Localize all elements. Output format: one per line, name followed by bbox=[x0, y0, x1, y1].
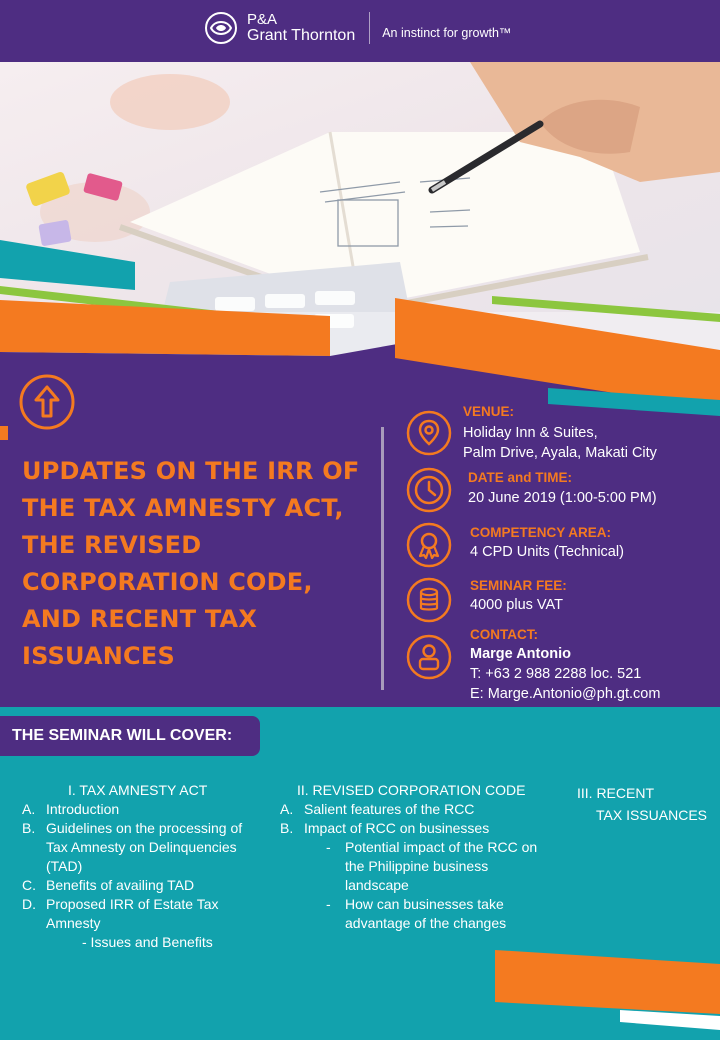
upload-arrow-icon bbox=[18, 373, 76, 431]
competency-value: 4 CPD Units (Technical) bbox=[470, 544, 624, 560]
bottom-decorative-stripes bbox=[490, 950, 720, 1040]
column-tax-amnesty bbox=[22, 781, 272, 952]
contact-phone[interactable]: T: +63 2 988 2288 loc. 521 bbox=[470, 666, 642, 682]
fee-label: SEMINAR FEE: bbox=[470, 578, 567, 593]
list-item: A. Introduction bbox=[22, 801, 120, 817]
vertical-divider bbox=[381, 427, 384, 690]
contact-email[interactable]: E: Marge.Antonio@ph.gt.com bbox=[470, 686, 661, 702]
col3-heading-line-2: TAX ISSUANCES bbox=[596, 807, 707, 823]
contact-person-icon bbox=[406, 634, 452, 680]
venue-label: VENUE: bbox=[463, 404, 515, 419]
fee-value: 4000 plus VAT bbox=[470, 597, 563, 613]
contact-name: Marge Antonio bbox=[470, 646, 571, 662]
venue-line-2: Palm Drive, Ayala, Makati City bbox=[463, 445, 657, 461]
brand-line-2: Grant Thornton bbox=[247, 27, 356, 44]
contact-label: CONTACT: bbox=[470, 627, 538, 642]
col1-heading: I. TAX AMNESTY ACT bbox=[68, 782, 208, 798]
list-item: D. Proposed IRR of Estate Tax Amnesty bbox=[22, 896, 219, 931]
sub-list-item: - Potential impact of the RCC on the Philippine business landscape bbox=[326, 839, 538, 893]
tagline: An instinct for growth™ bbox=[382, 26, 512, 40]
list-item: A. Salient features of the RCC bbox=[280, 801, 475, 817]
date-value: 20 June 2019 (1:00-5:00 PM) bbox=[468, 490, 657, 506]
list-item: C. Benefits of availing TAD bbox=[22, 877, 195, 893]
coverage-heading: THE SEMINAR WILL COVER: bbox=[0, 716, 260, 756]
sub-list-item: - How can businesses take advantage of the changes bbox=[326, 896, 507, 931]
brand-logo[interactable] bbox=[203, 10, 511, 46]
date-label: DATE and TIME: bbox=[468, 470, 572, 485]
brand-line-1: P&A bbox=[247, 11, 278, 28]
logo-divider bbox=[369, 12, 370, 44]
coin-stack-icon bbox=[406, 577, 452, 623]
sub-list-item: - Issues and Benefits bbox=[82, 934, 213, 950]
award-ribbon-icon bbox=[406, 522, 452, 568]
list-item: B. Guidelines on the processing of Tax Amnesty on Delinquencies (TAD) bbox=[22, 820, 243, 874]
column-recent-tax-issuances bbox=[577, 784, 717, 825]
competency-label: COMPETENCY AREA: bbox=[470, 525, 612, 540]
location-pin-icon bbox=[406, 410, 452, 456]
seminar-title: UPDATES ON THE IRR OF THE TAX AMNESTY ACT, THE REVISED CORPORATION CODE, AND RECENT TAX ISSUANCES bbox=[22, 457, 360, 670]
clock-icon bbox=[406, 467, 452, 513]
grant-thornton-logo-icon bbox=[203, 10, 239, 46]
list-item: B. Impact of RCC on businesses bbox=[280, 820, 490, 836]
col2-heading: II. REVISED CORPORATION CODE bbox=[297, 782, 526, 798]
venue-line-1: Holiday Inn & Suites, bbox=[463, 425, 598, 441]
col3-heading-line-1: III. RECENT bbox=[577, 785, 655, 801]
column-revised-corporation-code bbox=[280, 781, 560, 933]
header-bar bbox=[0, 0, 720, 62]
